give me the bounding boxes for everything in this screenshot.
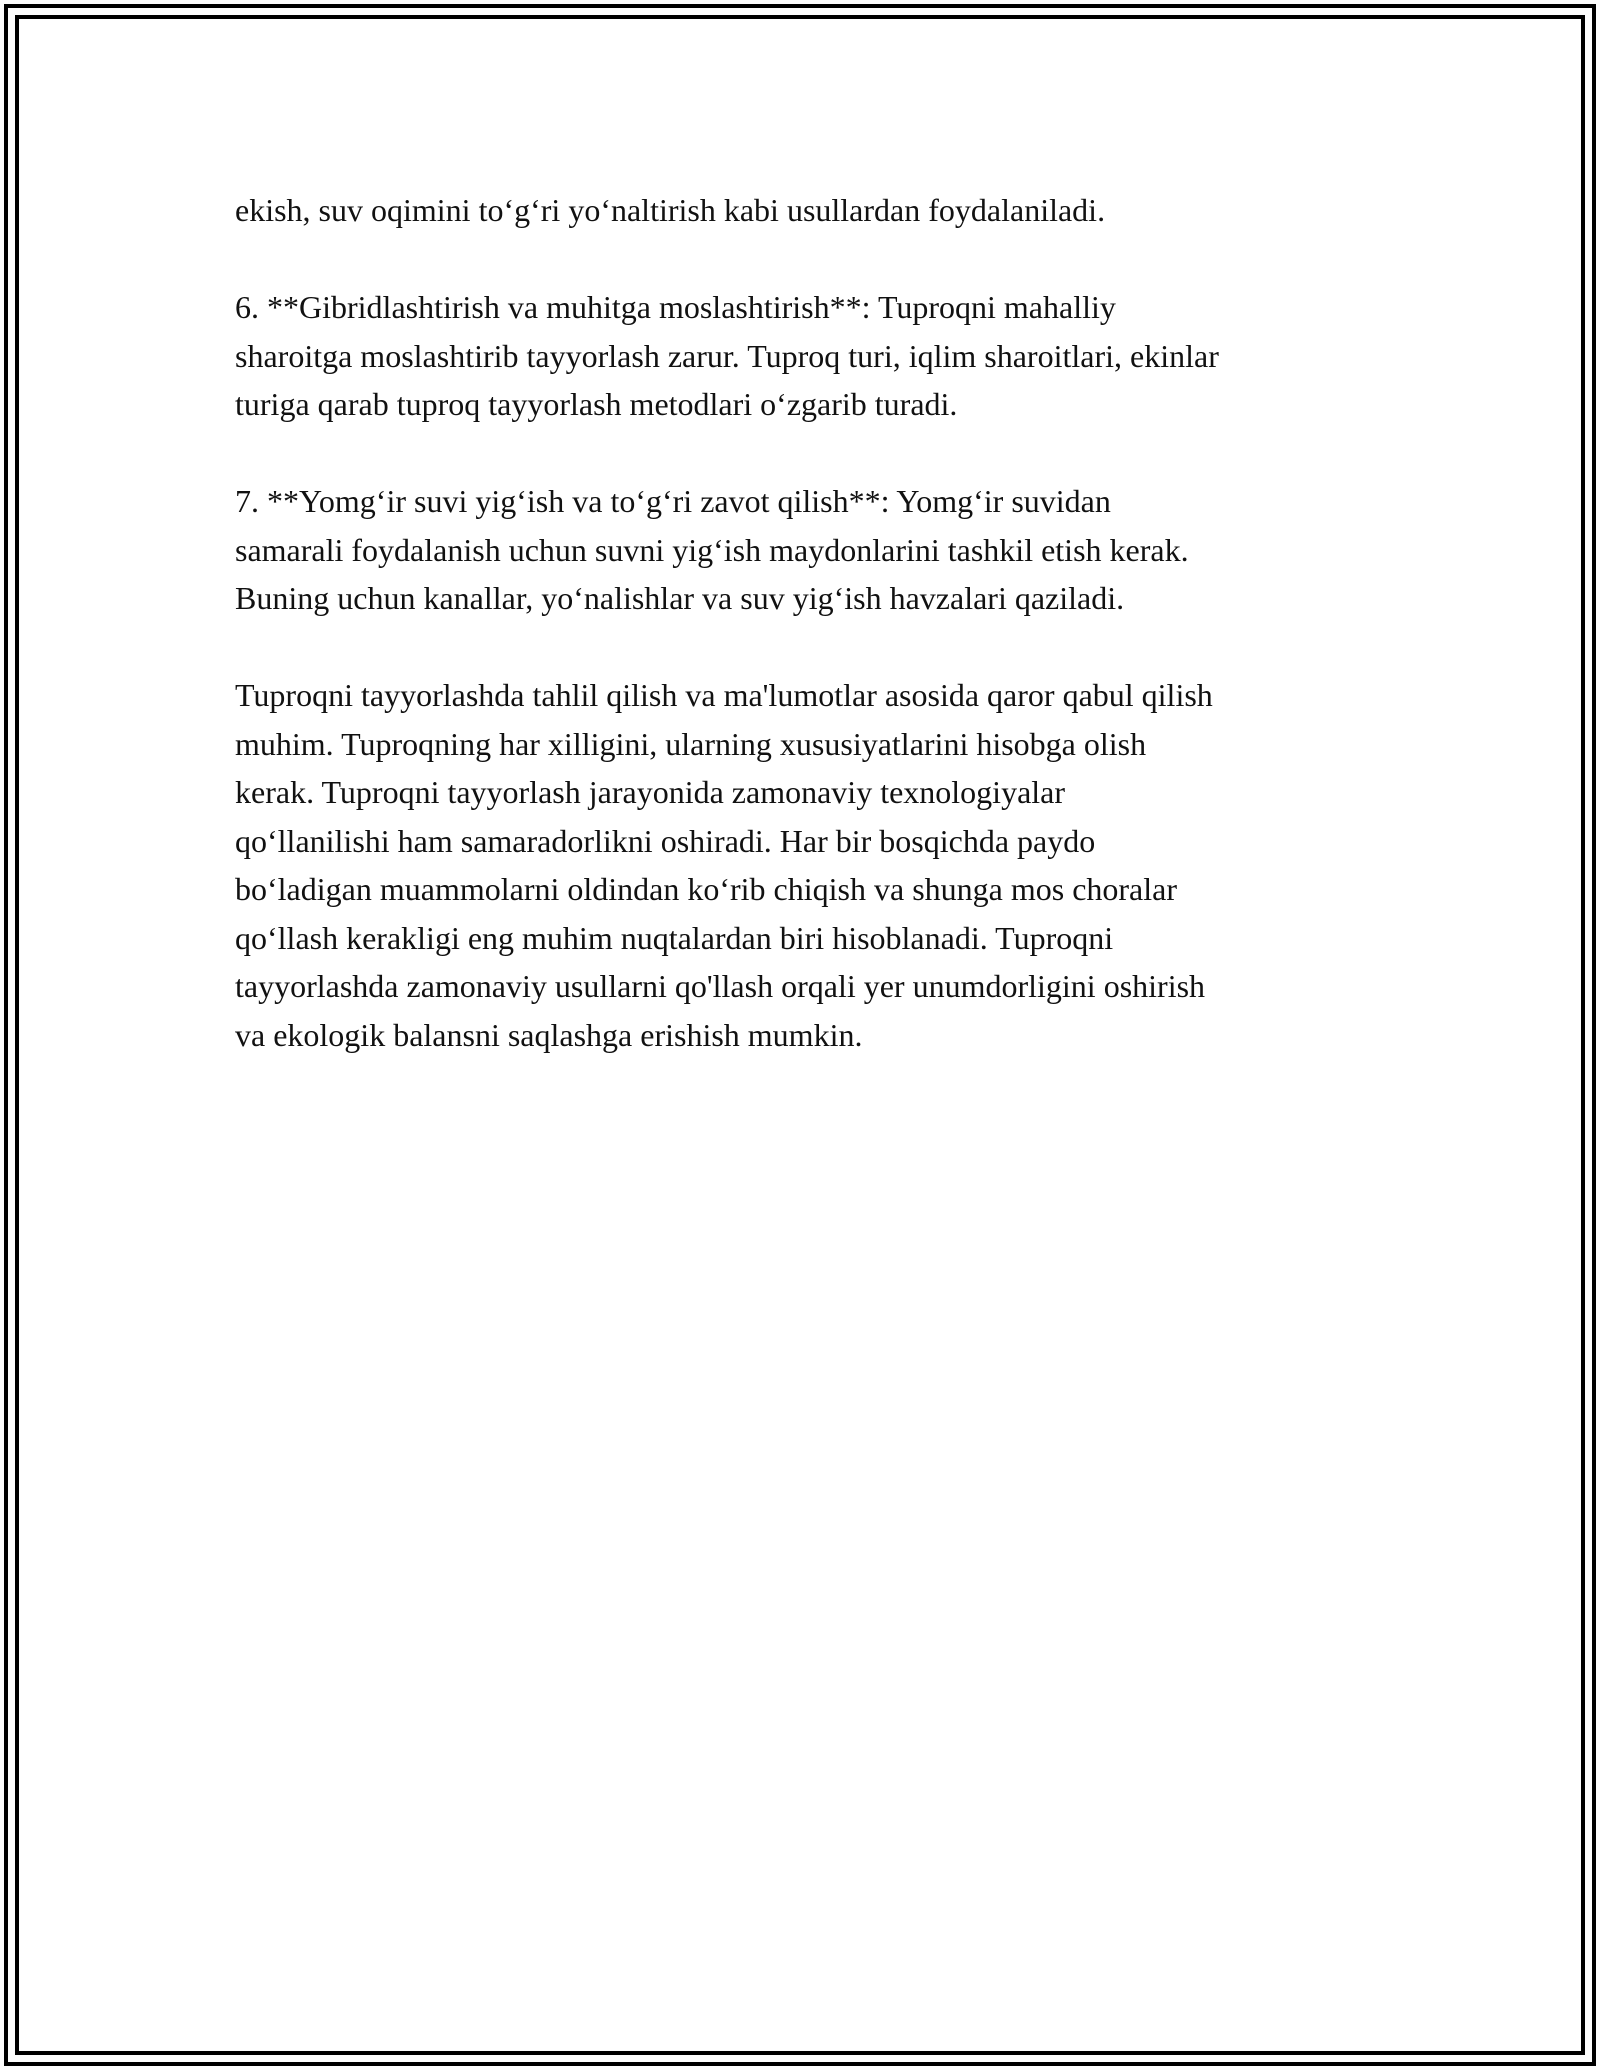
paragraph-continuation [235,186,1375,235]
text-line: 6. **Gibridlashtirish va muhitga moslashtirish**: Tuproqni mahalliy [235,289,1116,325]
text-line: samarali foydalanish uchun suvni yig‘ish maydonlarini tashkil etish kerak. [235,531,1189,568]
text-line: sharoitga moslashtirib tayyorlash zarur. Tuproq turi, iqlim sharoitlari, ekinlar [235,337,1219,374]
text-line: qo‘llanilishi ham samaradorlikni oshiradi. Har bir bosqichda paydo [235,822,1096,859]
text-line: muhim. Tuproqning har xilligini, ularning xususiyatlarini hisobga olish [235,725,1147,762]
paragraph-item-6 [235,283,1375,429]
text-line: Buning uchun kanallar, yo‘nalishlar va suv yig‘ish havzalari qaziladi. [235,580,1125,616]
paragraph-item-7 [235,477,1375,623]
text-line: ekish, suv oqimini to‘g‘ri yo‘naltirish kabi usullardan foydalaniladi. [235,192,1106,228]
document-body [235,186,1375,1108]
text-line: bo‘ladigan muammolarni oldindan ko‘rib chiqish va shunga mos choralar [235,871,1177,907]
text-line: turiga qarab tuproq tayyorlash metodlari o‘zgarib turadi. [235,386,958,422]
text-line: Tuproqni tayyorlashda tahlil qilish va ma'lumotlar asosida qaror qabul qilish [235,677,1213,713]
text-line: tayyorlashda zamonaviy usullarni qo'llash orqali yer unumdorligini oshirish [235,968,1206,1004]
text-line: kerak. Tuproqni tayyorlash jarayonida zamonaviy texnologiyalar [235,774,1066,810]
paragraph-conclusion [235,671,1375,1059]
text-line: qo‘llash kerakligi eng muhim nuqtalardan biri hisoblanadi. Tuproqni [235,919,1114,956]
text-line: va ekologik balansni saqlashga erishish mumkin. [235,1016,863,1053]
text-line: 7. **Yomg‘ir suvi yig‘ish va to‘g‘ri zavot qilish**: Yomg‘ir suvidan [235,483,1111,519]
